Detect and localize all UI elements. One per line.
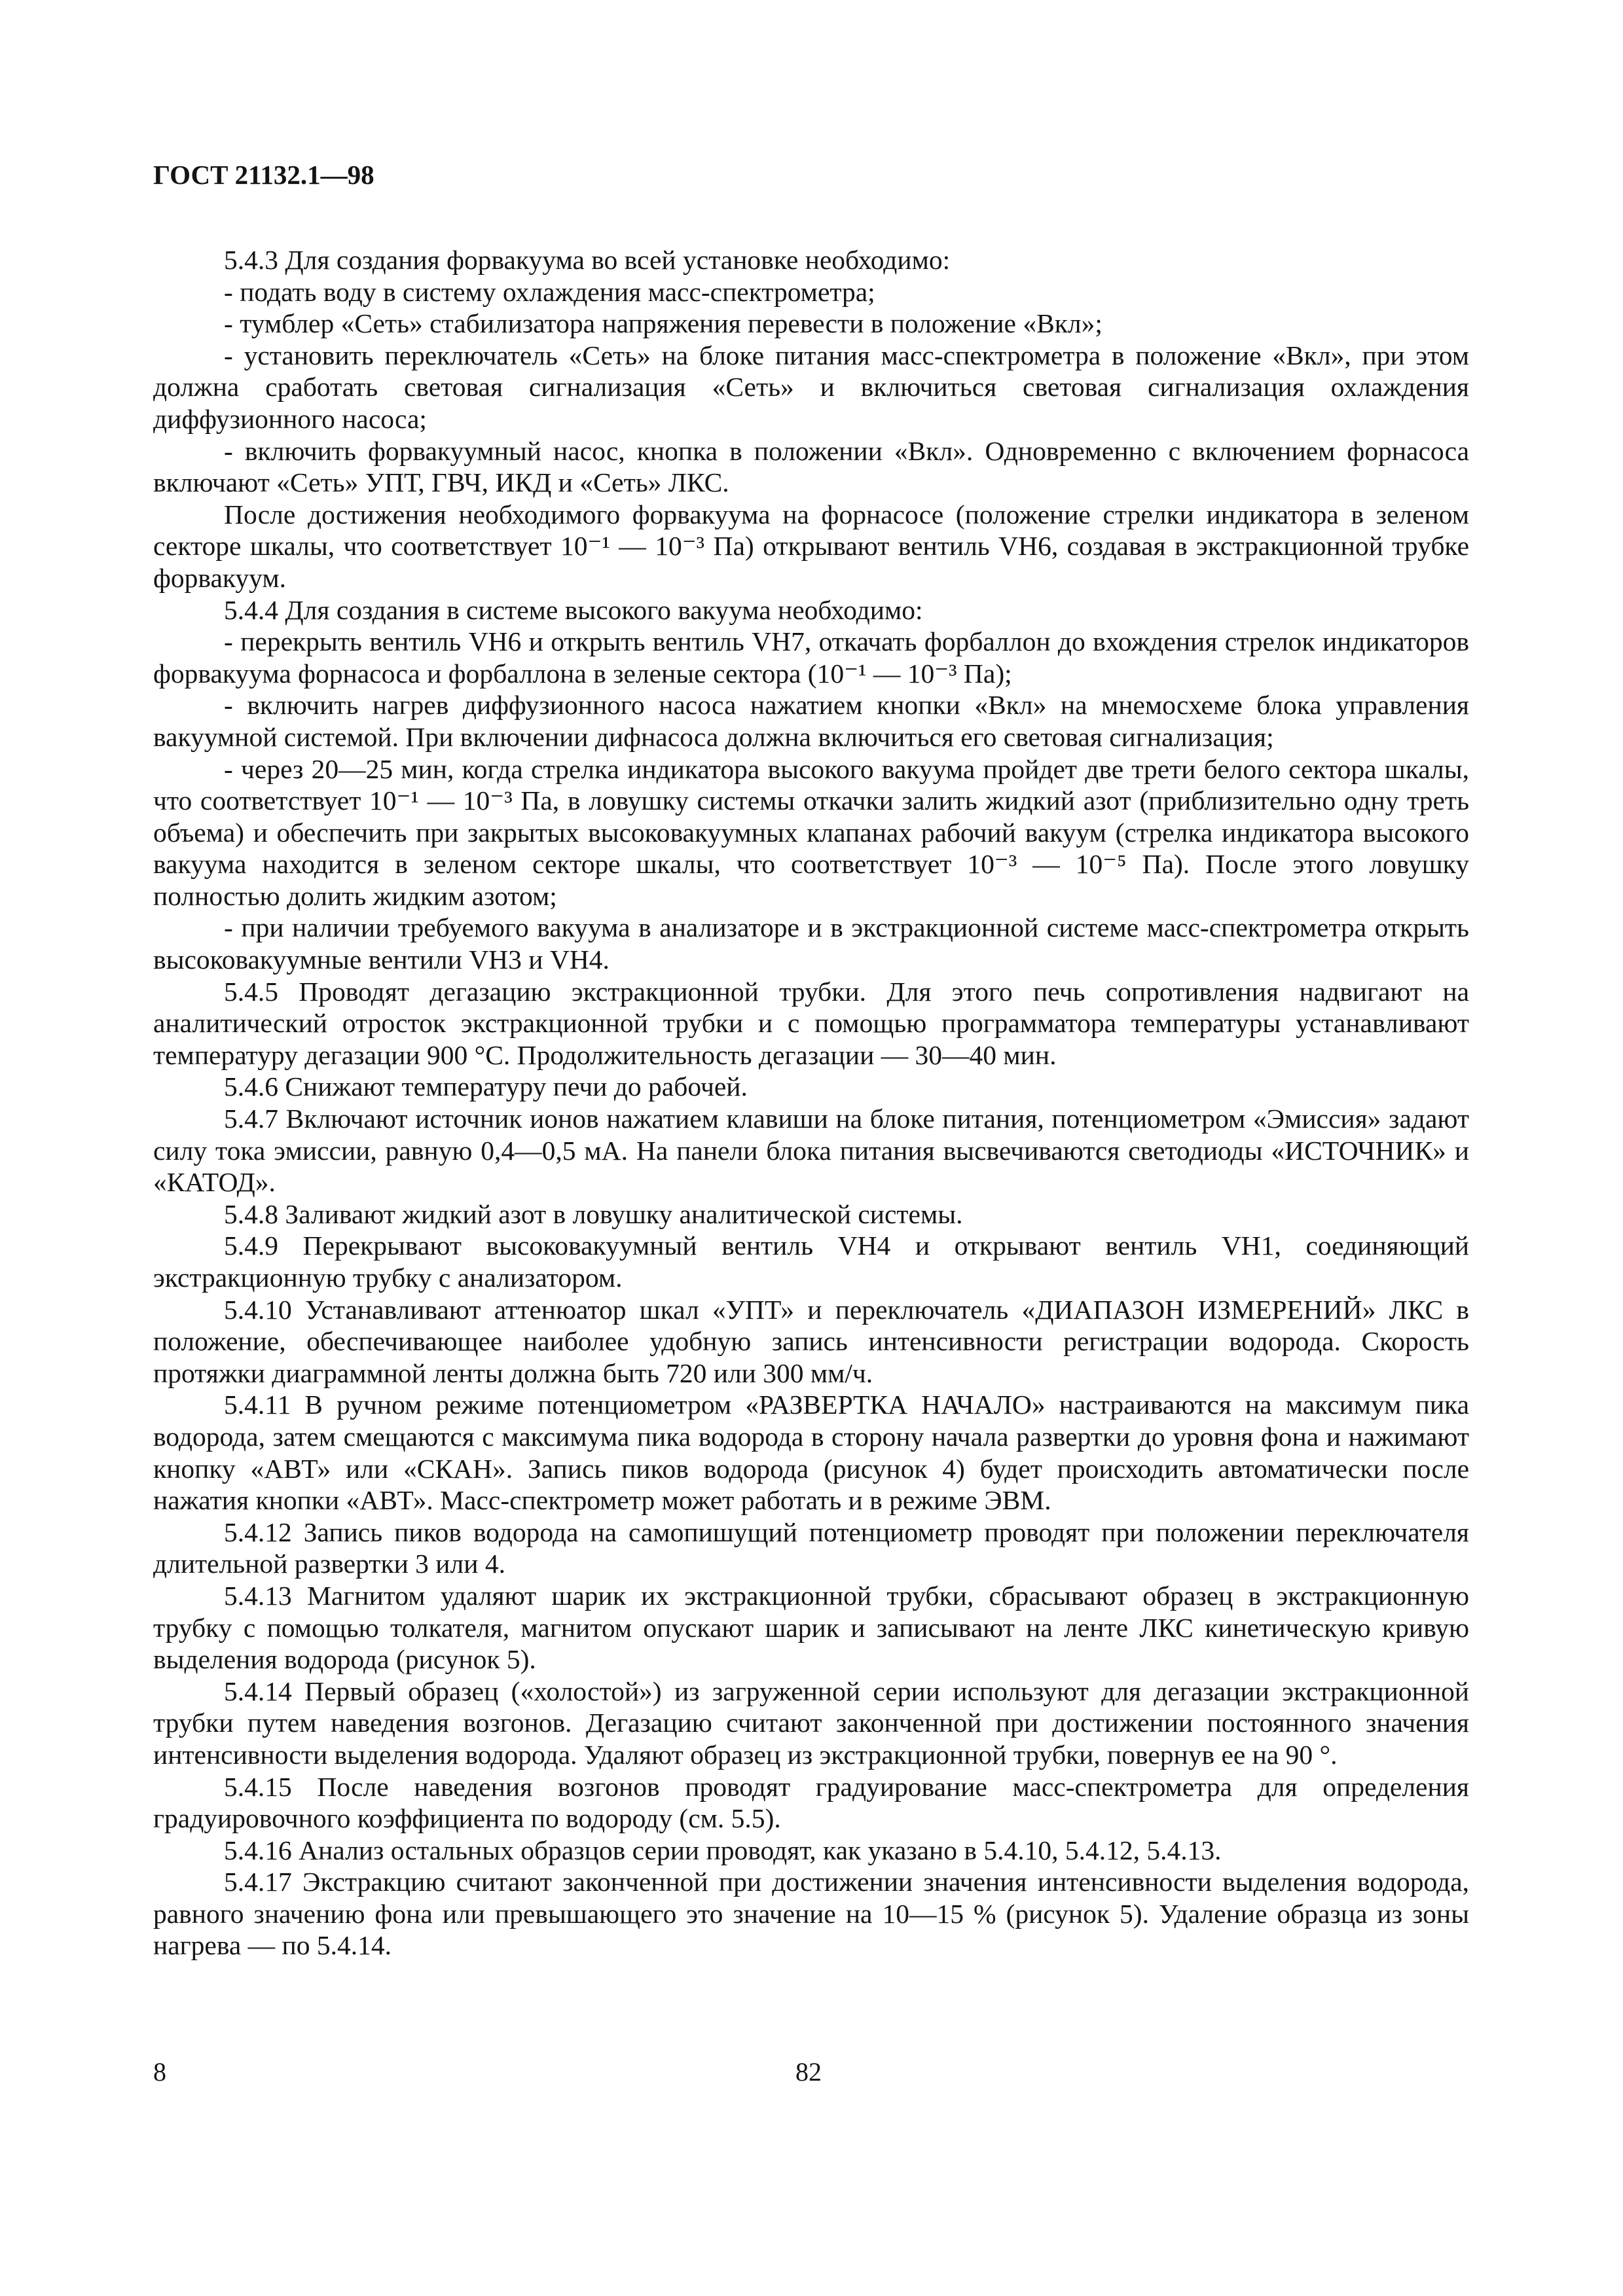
list-item: - установить переключатель «Сеть» на блоке питания масс-спектрометра в положение «Вкл», при этом должна сработать световая сигнализация «Сеть» и включиться световая сигнализация охлаждения диффузионного насоса; [153,340,1469,434]
paragraph-5-4-12: 5.4.12 Запись пиков водорода на самопишущий потенциометр проводят при положении переключателя длительной развертки 3 или 4. [153,1516,1469,1579]
list-item: - включить нагрев диффузионного насоса нажатием кнопки «Вкл» на мнемосхеме блока управления вакуумной системой. При включении дифнасоса должна включиться его световая сигнализация; [153,690,1469,752]
paragraph-5-4-7: 5.4.7 Включают источник ионов нажатием клавиши на блоке питания, потенциометром «Эмиссия» задают силу тока эмиссии, равную 0,4—0,5 мА. На панели блока питания высвечиваются светодиоды «ИСТОЧНИК» и «КАТОД». [153,1103,1469,1198]
list-item: - перекрыть вентиль VH6 и открыть вентиль VH7, откачать форбаллон до вхождения стрелок индикаторов форвакуума форнасоса и форбаллона в зеленые сектора (10⁻¹ — 10⁻³ Па); [153,626,1469,689]
sheet-number: 82 [795,2057,822,2087]
list-item: - включить форвакуумный насос, кнопка в положении «Вкл». Одновременно с включением форнасоса включают «Сеть» УПТ, ГВЧ, ИКД и «Сеть» ЛКС. [153,435,1469,498]
paragraph-5-4-13: 5.4.13 Магнитом удаляют шарик их экстракционной трубки, сбрасывают образец в экстракционную трубку с помощью толкателя, магнитом опускают шарик и записывают на ленте ЛКС кинетическую кривую выделения водорода (рисунок 5). [153,1580,1469,1675]
document-header: ГОСТ 21132.1—98 [153,160,374,190]
list-item: - подать воду в систему охлаждения масс-спектрометра; [224,276,875,307]
list-item: - через 20—25 мин, когда стрелка индикатора высокого вакуума пройдет две трети белого сектора шкалы, что соответствует 10⁻¹ — 10⁻³ Па, в ловушку системы откачки залить жидкий азот (приблизительно одну треть объема) и обеспечить при закрытых высоковакуумных клапанах рабочий вакуум (стрелка индикатора высокого вакуума находится в зеленом секторе шкалы, что соответствует 10⁻³ — 10⁻⁵ Па). После этого ловушку полностью долить жидким азотом; [153,753,1469,911]
paragraph-5-4-11: 5.4.11 В ручном режиме потенциометром «РАЗВЕРТКА НАЧАЛО» настраиваются на максимум пика водорода, затем смещаются с максимума пика водорода в сторону начала развертки до уровня фона и нажимают кнопку «АВТ» или «СКАН». Запись пиков водорода (рисунок 4) будет происходить автоматически после нажатия кнопки «АВТ». Масс-спектрометр может работать и в режиме ЭВМ. [153,1390,1469,1516]
paragraph-5-4-9: 5.4.9 Перекрывают высоковакуумный вентиль VH4 и открывают вентиль VH1, соединяющий экстракционную трубку с анализатором. [153,1230,1469,1293]
paragraph-5-4-4: 5.4.4 Для создания в системе высокого вакуума необходимо: [224,594,923,625]
paragraph-5-4-5: 5.4.5 Проводят дегазацию экстракционной трубки. Для этого печь сопротивления надвигают на аналитический отросток экстракционной трубки и с помощью программатора температуры устанавливают температуру дегазации 900 °С. Продолжительность дегазации — 30—40 мин. [153,976,1469,1070]
document-body [153,244,1469,1962]
paragraph-5-4-6: 5.4.6 Снижают температуру печи до рабочей. [224,1071,748,1102]
list-item: - при наличии требуемого вакуума в анализаторе и в экстракционной системе масс-спектрометра открыть высоковакуумные вентили VH3 и VH4. [153,912,1469,975]
page-number: 8 [153,2057,166,2087]
paragraph: После достижения необходимого форвакуума на форнасосе (положение стрелки индикатора в зеленом секторе шкалы, что соответствует 10⁻¹ — 10⁻³ Па) открывают вентиль VH6, создавая в экстракционной трубке форвакуум. [153,499,1469,593]
paragraph-5-4-14: 5.4.14 Первый образец («холостой») из загруженной серии используют для дегазации экстракционной трубки путем наведения возгонов. Дегазацию считают законченной при достижении постоянного значения интенсивности выделения водорода. Удаляют образец из экстракционной трубки, повернув ее на 90 °. [153,1676,1469,1770]
paragraph-5-4-16: 5.4.16 Анализ остальных образцов серии проводят, как указано в 5.4.10, 5.4.12, 5.4.13. [224,1835,1222,1865]
paragraph-5-4-10: 5.4.10 Устанавливают аттенюатор шкал «УПТ» и переключатель «ДИАПАЗОН ИЗМЕРЕНИЙ» ЛКС в положение, обеспечивающее наиболее удобную запись интенсивности регистрации водорода. Скорость протяжки диаграммной ленты должна быть 720 или 300 мм/ч. [153,1294,1469,1388]
paragraph-5-4-17: 5.4.17 Экстракцию считают законченной при достижении значения интенсивности выделения водорода, равного значению фона или превышающего это значение на 10—15 % (рисунок 5). Удаление образца из зоны нагрева — по 5.4.14. [153,1867,1469,1961]
paragraph-5-4-3: 5.4.3 Для создания форвакуума во всей установке необходимо: [224,245,951,275]
list-item: - тумблер «Сеть» стабилизатора напряжения перевести в положение «Вкл»; [224,308,1103,339]
paragraph-5-4-15: 5.4.15 После наведения возгонов проводят градуирование масс-спектрометра для определения градуировочного коэффициента по водороду (см. 5.5). [153,1771,1469,1834]
paragraph-5-4-8: 5.4.8 Заливают жидкий азот в ловушку аналитической системы. [224,1198,963,1229]
